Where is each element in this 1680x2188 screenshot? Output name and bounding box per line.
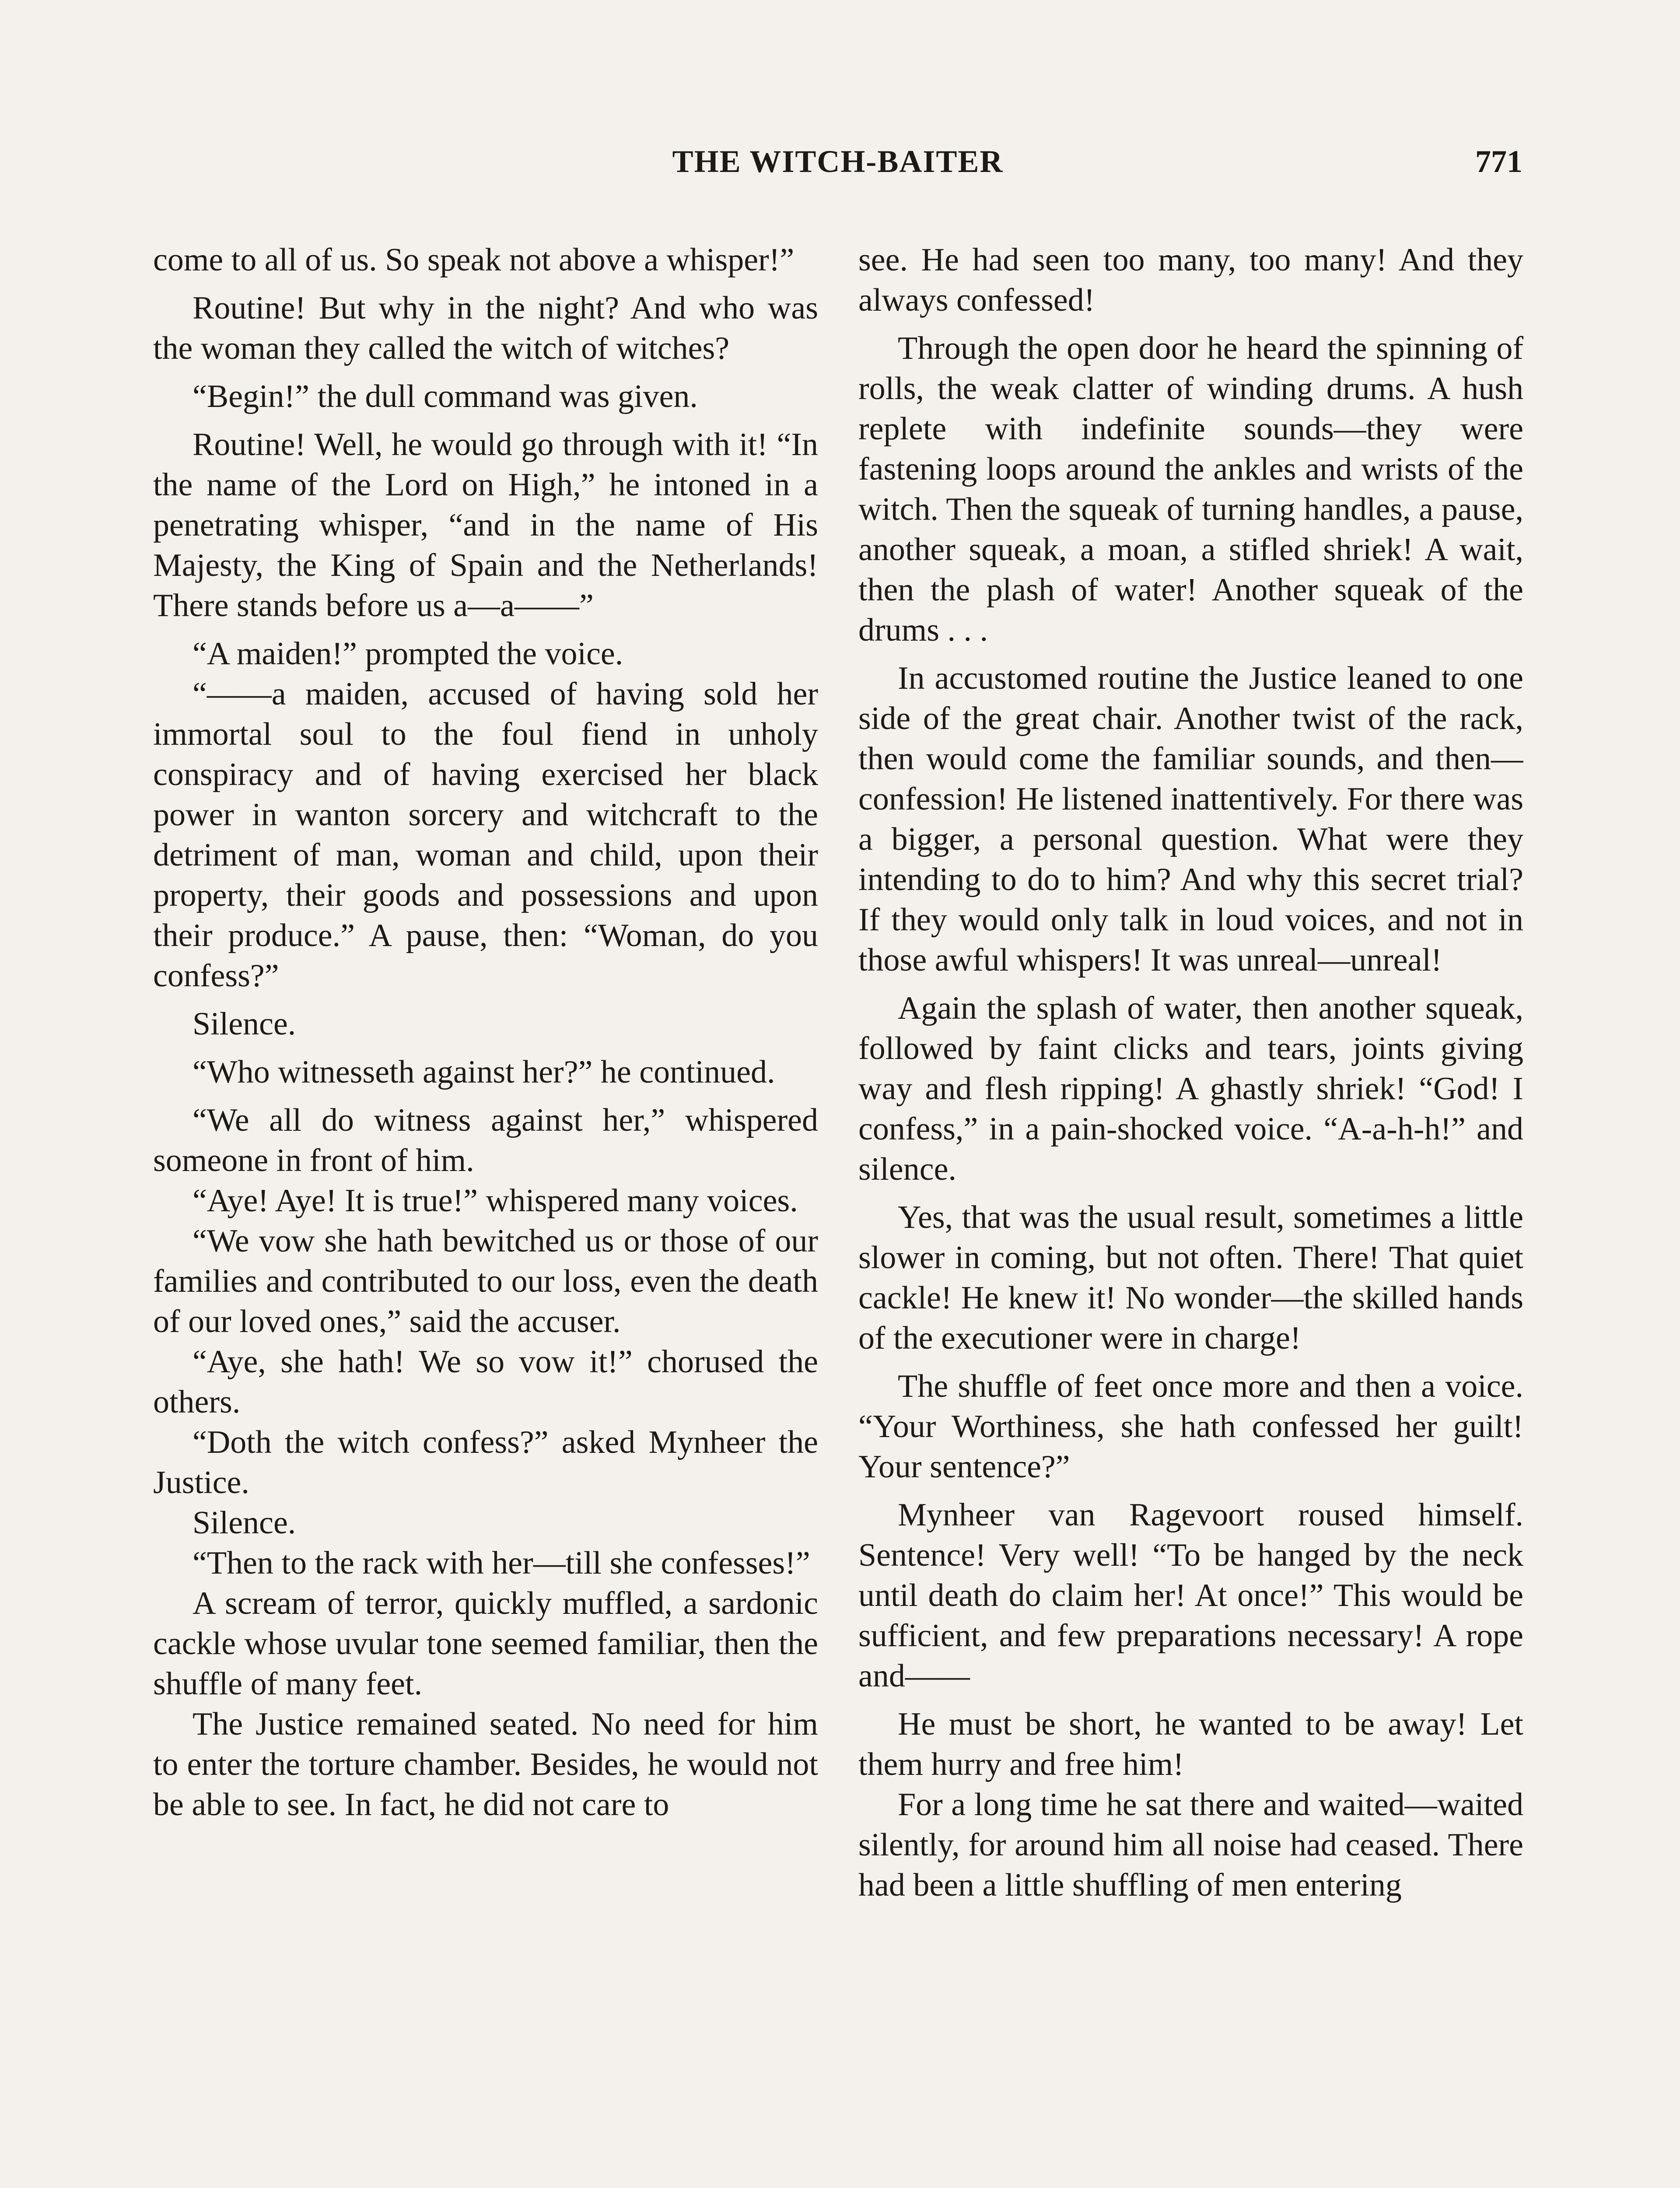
paragraph: “Aye! Aye! It is true!” whispered many voices. [192, 1183, 798, 1219]
paragraph: The Justice remained seated. No need for him to enter the torture chamber. Besides, he would not be able to see. In fact, he did not care to [153, 1706, 818, 1823]
page-number: 771 [1475, 144, 1522, 179]
paragraph: The shuffle of feet once more and then a voice. “Your Worthiness, she hath confessed her guilt! Your sentence?” [858, 1368, 1523, 1485]
paragraph: Mynheer van Ragevoort roused himself. Sentence! Very well! “To be hanged by the neck until death do claim her! At once!” This would be sufficient, and few preparations necessary! A rope and—— [858, 1497, 1523, 1694]
chapter-title: THE WITCH-BAITER [672, 144, 1004, 179]
paragraph: “Doth the witch confess?” asked Mynheer the Justice. [153, 1424, 818, 1501]
paragraph: He must be short, he wanted to be away! Let them hurry and free him! [858, 1706, 1523, 1782]
paragraph: In accustomed routine the Justice leaned to one side of the great chair. Another twist of the rack, then would come the familiar sounds, and then—confession! He listened inattentively. For there was a bigger, a personal question. What were they intending to do to him? And why this secret trial? If they would only talk in loud voices, and not in those awful whispers! It was unreal—unreal! [858, 660, 1523, 978]
paragraph: Yes, that was the usual result, sometimes a little slower in coming, but not often. There! That quiet cackle! He knew it! No wonder—the skilled hands of the executioner were in charge! [858, 1199, 1523, 1356]
paragraph: “Who witnesseth against her?” he continued. [192, 1054, 775, 1090]
running-head [153, 139, 1522, 187]
paragraph: Routine! But why in the night? And who was the woman they called the witch of witches? [153, 290, 818, 366]
paragraph: Silence. [192, 1505, 296, 1541]
left-column [153, 240, 818, 2188]
paragraph: Again the splash of water, then another squeak, followed by faint clicks and tears, joints giving way and flesh ripping! A ghastly shriek! “God! I confess,” in a pain-shocked voice. “A-a-h-h!” and silence. [858, 990, 1523, 1187]
paragraph: “A maiden!” prompted the voice. [192, 636, 623, 672]
paragraph: “——a maiden, accused of having sold her immortal soul to the foul fiend in unholy conspiracy and of having exercised her black power in wanton sorcery and witchcraft to the detriment of man, woman and child, upon their property, their goods and possessions and upon their produce.” A pause, then: “Woman, do you confess?” [153, 676, 818, 994]
paragraph: For a long time he sat there and waited—waited silently, for around him all noise had ceased. There had been a little shuffling of men entering [858, 1787, 1523, 1903]
paragraph: “Begin!” the dull command was given. [192, 379, 698, 414]
paragraph: “Then to the rack with her—till she confesses!” [192, 1545, 810, 1581]
right-column [858, 240, 1523, 2188]
paragraph: see. He had seen too many, too many! And they always confessed! [858, 242, 1523, 318]
paragraph: Silence. [192, 1006, 296, 1042]
paragraph: Through the open door he heard the spinning of rolls, the weak clatter of winding drums. A hush replete with indefinite sounds—they were fastening loops around the ankles and wrists of the witch. Then the squeak of turning handles, a pause, another squeak, a moan, a stifled shriek! A wait, then the plash of water! Another squeak of the drums . . . [858, 330, 1523, 648]
paragraph: A scream of terror, quickly muffled, a sardonic cackle whose uvular tone seemed familiar, then the shuffle of many feet. [153, 1585, 818, 1702]
paragraph: “We all do witness against her,” whispered someone in front of him. [153, 1102, 818, 1178]
paragraph: come to all of us. So speak not above a whisper!” [153, 242, 794, 278]
paragraph: Routine! Well, he would go through with it! “In the name of the Lord on High,” he intoned in a penetrating whisper, “and in the name of His Majesty, the King of Spain and the Netherlands! There stands before us a—a——” [153, 427, 818, 624]
paragraph: “We vow she hath bewitched us or those of our families and contributed to our loss, even the death of our loved ones,” said the accuser. [153, 1223, 818, 1339]
paragraph: “Aye, she hath! We so vow it!” chorused the others. [153, 1344, 818, 1420]
